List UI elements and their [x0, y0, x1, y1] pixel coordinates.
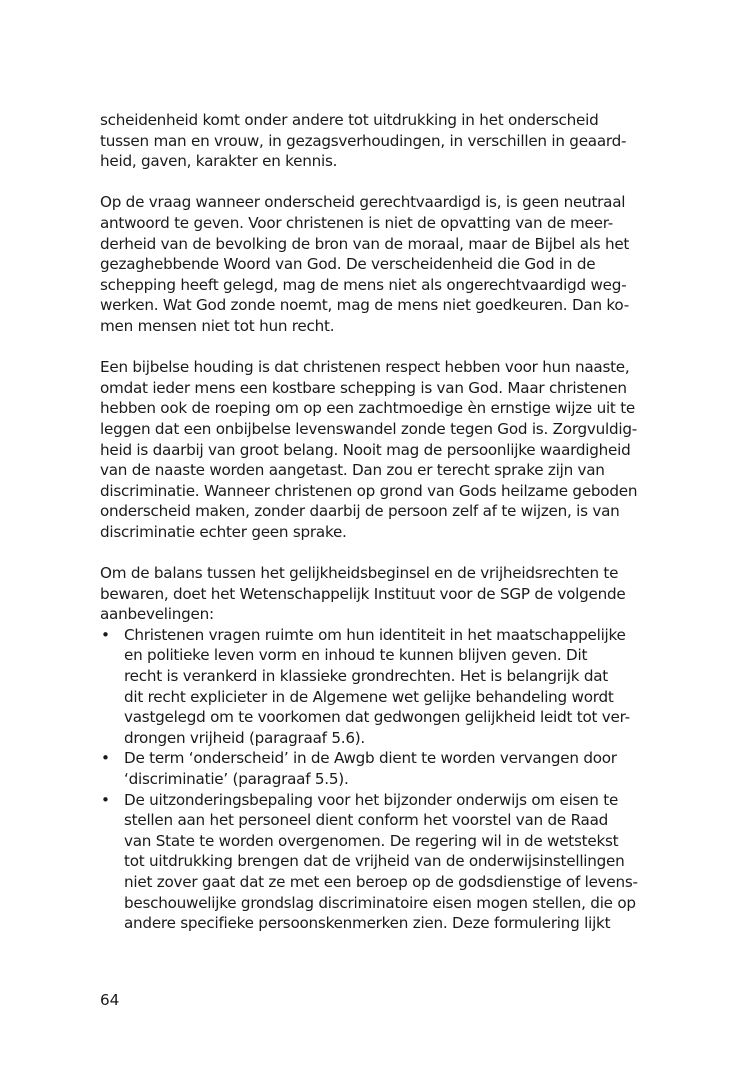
text-line: heid is daarbij van groot belang. Nooit mag de persoonlijke waardigheid	[100, 440, 631, 459]
text-line: hebben ook de roeping om op een zachtmoedige èn ernstige wijze uit te	[100, 399, 636, 418]
text-line: Op de vraag wanneer onderscheid gerechtvaardigd is, is geen neutraal	[100, 193, 626, 212]
text-line: niet zover gaat dat ze met een beroep op de godsdienstige of levens-	[124, 872, 638, 891]
list-item	[100, 790, 640, 934]
bullet-icon: •	[101, 625, 110, 644]
text-line: beschouwelijke grondslag discriminatoire eisen mogen stellen, die op	[124, 893, 636, 912]
text-line: scheidenheid komt onder andere tot uitdrukking in het onderscheid	[100, 111, 599, 129]
text-line: antwoord te geven. Voor christenen is niet de opvatting van de meer-	[100, 213, 613, 232]
text-line: men mensen niet tot hun recht.	[100, 316, 335, 335]
text-line: Een bijbelse houding is dat christenen respect hebben voor hun naaste,	[100, 358, 630, 377]
text-line: Christenen vragen ruimte om hun identiteit in het maatschappelijke	[124, 625, 626, 644]
text-line: heid, gaven, karakter en kennis.	[100, 152, 338, 171]
text-line: van State te worden overgenomen. De regering wil in de wetstekst	[124, 831, 619, 850]
text-line: werken. Wat God zonde noemt, mag de mens niet goedkeuren. Dan ko-	[100, 296, 629, 315]
text-line: discriminatie. Wanneer christenen op grond van Gods heilzame geboden	[100, 481, 638, 500]
paragraph-2	[100, 192, 640, 336]
page-number: 64	[100, 991, 120, 1009]
recommendations-list	[100, 625, 640, 934]
text-line: Om de balans tussen het gelijkheidsbeginsel en de vrijheidsrechten te	[100, 564, 619, 583]
bullet-icon: •	[101, 790, 110, 809]
text-line: van de naaste worden aangetast. Dan zou er terecht sprake zijn van	[100, 461, 605, 480]
text-line: omdat ieder mens een kostbare schepping is van God. Maar christenen	[100, 378, 627, 397]
text-line: discriminatie echter geen sprake.	[100, 522, 347, 541]
text-line: bewaren, doet het Wetenschappelijk Instituut voor de SGP de volgende	[100, 584, 626, 603]
text-line: schepping heeft gelegd, mag de mens niet als ongerechtvaardigd weg-	[100, 275, 627, 294]
text-line: De uitzonderingsbepaling voor het bijzonder onderwijs om eisen te	[124, 790, 619, 809]
text-line: en politieke leven vorm en inhoud te kunnen blijven geven. Dit	[124, 646, 588, 665]
paragraph-3	[100, 357, 640, 542]
text-line: tot uitdrukking brengen dat de vrijheid van de onderwijsinstellingen	[124, 852, 625, 871]
text-line: De term ‘onderscheid’ in de Awgb dient te worden vervangen door	[124, 749, 617, 768]
text-line: tussen man en vrouw, in gezagsverhoudingen, in verschillen in geaard-	[100, 131, 627, 150]
paragraph-4	[100, 563, 640, 625]
text-line: stellen aan het personeel dient conform het voorstel van de Raad	[124, 811, 609, 830]
text-line: aanbevelingen:	[100, 605, 214, 624]
text-line: derheid van de bevolking de bron van de moraal, maar de Bijbel als het	[100, 234, 630, 253]
text-line: recht is verankerd in klassieke grondrechten. Het is belangrijk dat	[124, 667, 608, 686]
text-line: onderscheid maken, zonder daarbij de persoon zelf af te wijzen, is van	[100, 502, 620, 521]
text-line: leggen dat een onbijbelse levenswandel zonde tegen God is. Zorgvuldig-	[100, 419, 637, 438]
list-item	[100, 625, 640, 749]
paragraph-1	[100, 110, 640, 172]
bullet-icon: •	[101, 749, 110, 768]
list-item	[100, 748, 640, 789]
text-line: drongen vrijheid (paragraaf 5.6).	[124, 728, 365, 747]
text-line: gezaghebbende Woord van God. De verscheidenheid die God in de	[100, 255, 596, 274]
text-line: andere specifieke persoonskenmerken zien. Deze formulering lijkt	[124, 914, 611, 933]
text-line: ‘discriminatie’ (paragraaf 5.5).	[124, 770, 349, 788]
page-body	[100, 110, 640, 934]
text-line: dit recht explicieter in de Algemene wet gelijke behandeling wordt	[124, 687, 614, 706]
text-line: vastgelegd om te voorkomen dat gedwongen gelijkheid leidt tot ver-	[124, 708, 630, 727]
